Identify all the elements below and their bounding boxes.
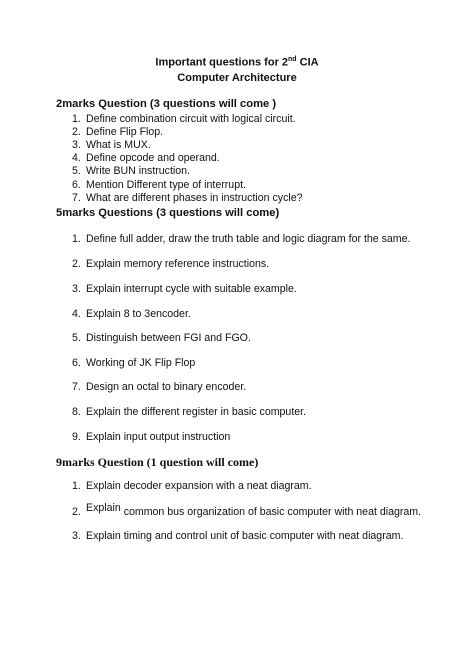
item-number: 3. [72,139,81,151]
item-number: 3. [72,530,81,542]
item-number: 4. [72,308,81,320]
list-item [72,152,220,164]
list-item [72,431,230,443]
item-number: 7. [72,192,81,204]
item-text: Explain decoder expansion with a neat diagram. [86,480,312,492]
list-item [72,139,151,151]
list-item [72,192,303,204]
item-text: Working of JK Flip Flop [86,357,196,369]
section-heading-2marks: 2marks Question (3 questions will come ) [56,98,277,110]
item-text: What are different phases in instruction cycle? [86,192,303,204]
list-item [72,381,246,393]
item-text: What is MUX. [86,139,151,151]
item-number: 2. [72,258,81,270]
item-text [86,502,421,518]
item-text: Explain timing and control unit of basic computer with neat diagram. [86,530,404,542]
section-heading-5marks: 5marks Questions (3 questions will come) [56,207,280,219]
page-title [0,56,474,69]
item-number: 1. [72,113,81,125]
title-superscript: nd [288,56,297,63]
list-item [72,308,191,320]
item-number: 2. [72,506,81,518]
item-number: 1. [72,233,81,245]
list-item [72,258,269,270]
item-number: 4. [72,152,81,164]
list-item [72,406,306,418]
list-item [72,165,190,177]
list-item [72,530,403,542]
title-prefix: Important questions for 2 [155,56,289,69]
item-text: Define Flip Flop. [86,126,164,138]
item-text: Design an octal to binary encoder. [86,381,247,393]
item-text: Explain the different register in basic computer. [86,406,307,418]
item-text-first-word: Explain [86,502,121,514]
list-item [72,283,297,295]
item-text: Write BUN instruction. [86,165,191,177]
item-text: Define opcode and operand. [86,152,220,164]
item-number: 5. [72,165,81,177]
item-text: Explain input output instruction [86,431,231,443]
list-item [72,179,246,191]
list-item [72,357,195,369]
item-text: Explain memory reference instructions. [86,258,270,270]
item-number: 8. [72,406,81,418]
item-number: 6. [72,357,81,369]
item-number: 9. [72,431,81,443]
list-item [72,233,410,245]
item-text: Mention Different type of interrupt. [86,179,246,191]
list-item [72,480,312,492]
title-suffix: CIA [296,56,319,69]
item-text-rest: common bus organization of basic computer with neat diagram. [120,506,422,518]
item-text: Explain interrupt cycle with suitable example. [86,283,297,295]
item-number: 7. [72,381,81,393]
item-text: Distinguish between FGI and FGO. [86,332,251,344]
list-item [72,502,422,518]
item-number: 5. [72,332,81,344]
item-number: 3. [72,283,81,295]
item-text: Explain 8 to 3encoder. [86,308,191,320]
item-number: 6. [72,179,81,191]
section-heading-9marks: 9marks Question (1 question will come) [56,455,259,469]
list-item [72,113,296,125]
item-text: Define full adder, draw the truth table and logic diagram for the same. [86,233,411,245]
page-subtitle: Computer Architecture [177,72,297,84]
item-number: 2. [72,126,81,138]
list-item [72,332,251,344]
item-text: Define combination circuit with logical circuit. [86,113,296,125]
list-item [72,126,163,138]
item-number: 1. [72,480,81,492]
